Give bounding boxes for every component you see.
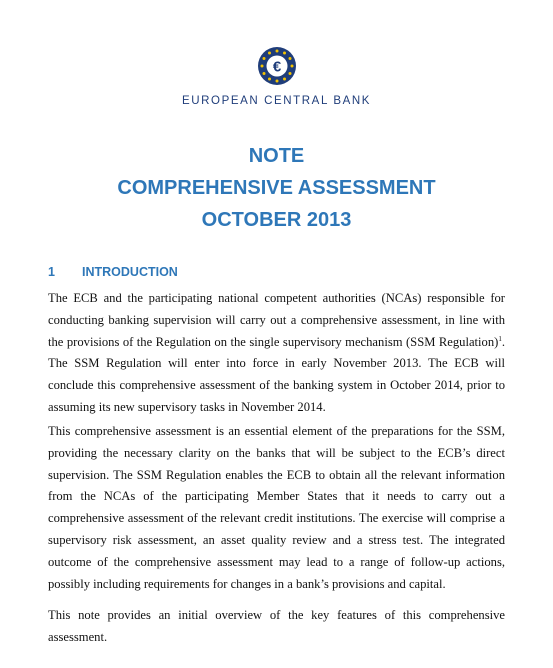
paragraph-1	[48, 288, 505, 419]
section-heading	[48, 265, 178, 279]
paragraph-1-text-a: The ECB and the participating national competent authorities (NCAs) responsible for conducting banking supervision will carry out a comprehensive assessment, in line with the provisions of the Regulation on the single supervisory mechanism (SSM Regulation)	[48, 291, 505, 349]
ecb-euro-logo-icon	[257, 46, 297, 86]
euro-symbol: €	[272, 58, 282, 76]
bank-name: EUROPEAN CENTRAL BANK	[181, 95, 372, 107]
paragraph-2	[48, 421, 505, 595]
title-line-subject: COMPREHENSIVE ASSESSMENT	[117, 177, 436, 199]
section-number: 1	[48, 265, 55, 279]
paragraph-3	[48, 605, 505, 649]
title-line-note: NOTE	[248, 145, 305, 167]
document-title	[0, 140, 553, 236]
footnote-marker[interactable]: 1	[498, 334, 502, 343]
paragraph-3-text: This note provides an initial overview of the key features of this comprehensive assessment.	[48, 608, 505, 644]
paragraph-1-text-b: . The SSM Regulation will enter into force in early November 2013. The ECB will conclude this comprehensive assessment of the banking system in October 2014, prior to assuming its new supervisory tasks in November 2014.	[48, 334, 505, 414]
section-title: INTRODUCTION	[82, 265, 178, 279]
paragraph-2-text: This comprehensive assessment is an essential element of the preparations for the SSM, providing the necessary clarity on the banks that will be subject to the ECB’s direct supervision. The SSM Regulation enables the ECB to obtain all the relevant information from the NCAs of the participating Member States that it needs to carry out a comprehensive assessment of the relevant credit institutions. The exercise will comprise a supervisory risk assessment, an asset quality review and a stress test. The integrated outcome of the comprehensive assessment may lead to a range of follow-up actions, possibly including requirements for changes in a bank’s provisions and capital.	[48, 424, 505, 591]
title-line-date: OCTOBER 2013	[201, 209, 352, 231]
